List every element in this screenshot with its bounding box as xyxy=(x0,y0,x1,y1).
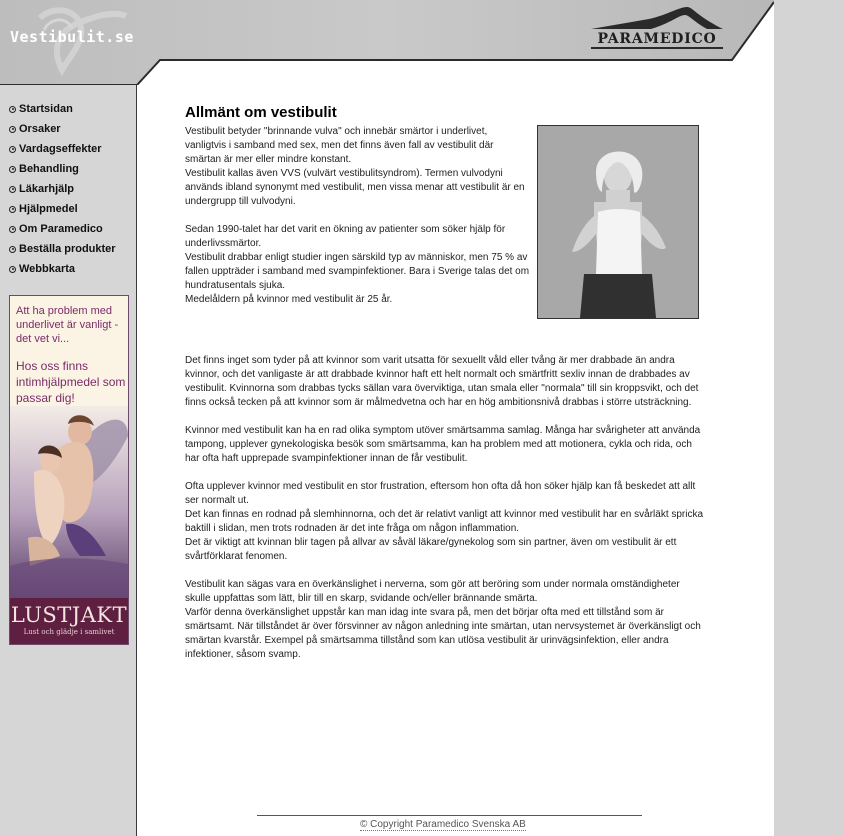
body-paragraph: Det kan finnas en rodnad på slemhinnorna, och det är relativt vanligt att kvinnor med vestibulit har en svårläkt spricka baktill i slidan, men trots rodnaden är det inte fråga om någon inflammation. xyxy=(185,509,704,534)
bullet-icon xyxy=(9,226,16,233)
nav-item-vardagseffekter[interactable]: Vardagseffekter xyxy=(9,139,116,159)
nav-item-lakarhjalp[interactable]: Läkarhjälp xyxy=(9,179,116,199)
intro-paragraph: Sedan 1990-talet har det varit en ökning av patienter som söker hjälp för underlivssmärtor. xyxy=(185,224,506,249)
body-paragraph: Det finns inget som tyder på att kvinnor som varit utsatta för sexuellt våld eller tvång är mer drabbade än andra kvinnor, och det vanligaste är att drabbade kvinnor haft ett helt normalt och smärtfritt sexliv innan de drabbades av vestibulit. Kvinnorna som drabbas tycks sällan vara överviktiga, utan smala eller "normala" till sin kroppsvikt, och det finns också tecken på att kvinnor som är målmedvetna och har en hög ambitionsnivå drabbas i större utsträckning. xyxy=(185,355,699,408)
body-paragraph: Kvinnor med vestibulit kan ha en rad olika symptom utöver smärtsamma samlag. Många har svårigheter att använda tampong, upplever gynekologiska besök som smärtsamma, kan ha problem med att motionera, cykla och rida, och har ofta haft upprepade svampinfektioner innan de får vestibulit. xyxy=(185,425,701,464)
paramedico-swoosh-icon xyxy=(589,5,725,31)
brand-underline xyxy=(591,47,723,49)
ad-artwork-image xyxy=(10,406,128,598)
main-navigation xyxy=(9,99,116,279)
intro-paragraph: Vestibulit betyder "brinnande vulva" och innebär smärtor i underlivet, vanligtvis i samband med sex, men det finns även fall av vestibulit där smärtan är mer eller mindre konstant. xyxy=(185,126,494,165)
ad-text-line2: Hos oss finns intimhjälpmedel som passar dig! xyxy=(16,359,126,405)
bullet-icon xyxy=(9,186,16,193)
body-paragraph: Det är viktigt att kvinnan blir tagen på allvar av såväl läkare/gynekolog som sin partner, även om vestibulit är ett svårtförklarat fenomen. xyxy=(185,537,677,562)
intro-text xyxy=(185,125,531,307)
body-paragraph: Ofta upplever kvinnor med vestibulit en stor frustration, eftersom hon ofta då hon söker hjälp kan få beskedet att allt ser normalt ut. xyxy=(185,481,696,506)
brand-name: PARAMEDICO xyxy=(597,31,717,47)
copyright-link[interactable]: © Copyright Paramedico Svenska AB xyxy=(360,819,526,830)
right-margin-band xyxy=(774,0,844,836)
main-content xyxy=(185,104,707,662)
lustjakt-ad-banner[interactable] xyxy=(9,295,129,645)
bullet-icon xyxy=(9,206,16,213)
paragraph-gap xyxy=(185,410,707,424)
intro-paragraph: Medelåldern på kvinnor med vestibulit är 25 år. xyxy=(185,294,393,305)
intro-paragraph: Vestibulit drabbar enligt studier ingen särskild typ av människor, men 75 % av fallen uppträder i samband med svampinfektioner. Bara i Sverige talas det om hundratusentals sjuka. xyxy=(185,252,530,291)
nav-item-orsaker[interactable]: Orsaker xyxy=(9,119,116,139)
ad-tagline: Lust och glädje i samlivet xyxy=(23,628,115,636)
intro-paragraph: Vestibulit kallas även VVS (vulvärt vestibulitsyndrom). Termen vulvodyni används ibland synonymt med vestibulit, men vissa menar att vestibulit är en undergrupp till vulvodyni. xyxy=(185,168,525,207)
site-title[interactable]: Vestibulit.se xyxy=(10,28,134,46)
page-title: Allmänt om vestibulit xyxy=(185,104,337,121)
nav-item-webbkarta[interactable]: Webbkarta xyxy=(9,259,116,279)
ad-footer xyxy=(10,598,128,644)
lustjakt-logo: LUSTJAKT xyxy=(10,603,128,627)
section-spacer xyxy=(185,307,707,354)
paragraph-gap xyxy=(185,209,531,223)
bullet-icon xyxy=(9,246,16,253)
body-paragraph: Vestibulit kan sägas vara en överkänslighet i nerverna, som gör att beröring som under normala omständigheter skulle uppfattas som lätt, blir till en skarp, svidande och/eller brännande smärta. xyxy=(185,579,680,604)
nav-item-startsidan[interactable]: Startsidan xyxy=(9,99,116,119)
body-paragraph: Varför denna överkänslighet uppstår kan man idag inte svara på, men det börjar ofta med ett tillstånd som är smärtsamt. När tillståndet är över försvinner av någon anledning inte smärtan, utan nervsystemet är överkänsligt och smärtan kvarstår. Exempel på smärtsamma tillstånd som kan utlösa vestibulit är urinvägsinfektion, eller andra infektioner, såsom svamp. xyxy=(185,607,701,660)
bullet-icon xyxy=(9,106,16,113)
paragraph-gap xyxy=(185,466,707,480)
nav-item-behandling[interactable]: Behandling xyxy=(9,159,116,179)
paramedico-logo[interactable] xyxy=(589,5,725,49)
header xyxy=(0,0,774,85)
ad-text-line1: Att ha problem med underlivet är vanligt - det vet vi... xyxy=(16,305,119,345)
bullet-icon xyxy=(9,126,16,133)
sidebar xyxy=(0,85,137,836)
nav-item-om-paramedico[interactable]: Om Paramedico xyxy=(9,219,116,239)
nav-item-hjalpmedel[interactable]: Hjälpmedel xyxy=(9,199,116,219)
footer-divider xyxy=(257,815,642,816)
bullet-icon xyxy=(9,146,16,153)
paragraph-gap xyxy=(185,564,707,578)
nav-item-bestalla-produkter[interactable]: Beställa produkter xyxy=(9,239,116,259)
bullet-icon xyxy=(9,166,16,173)
bullet-icon xyxy=(9,266,16,273)
